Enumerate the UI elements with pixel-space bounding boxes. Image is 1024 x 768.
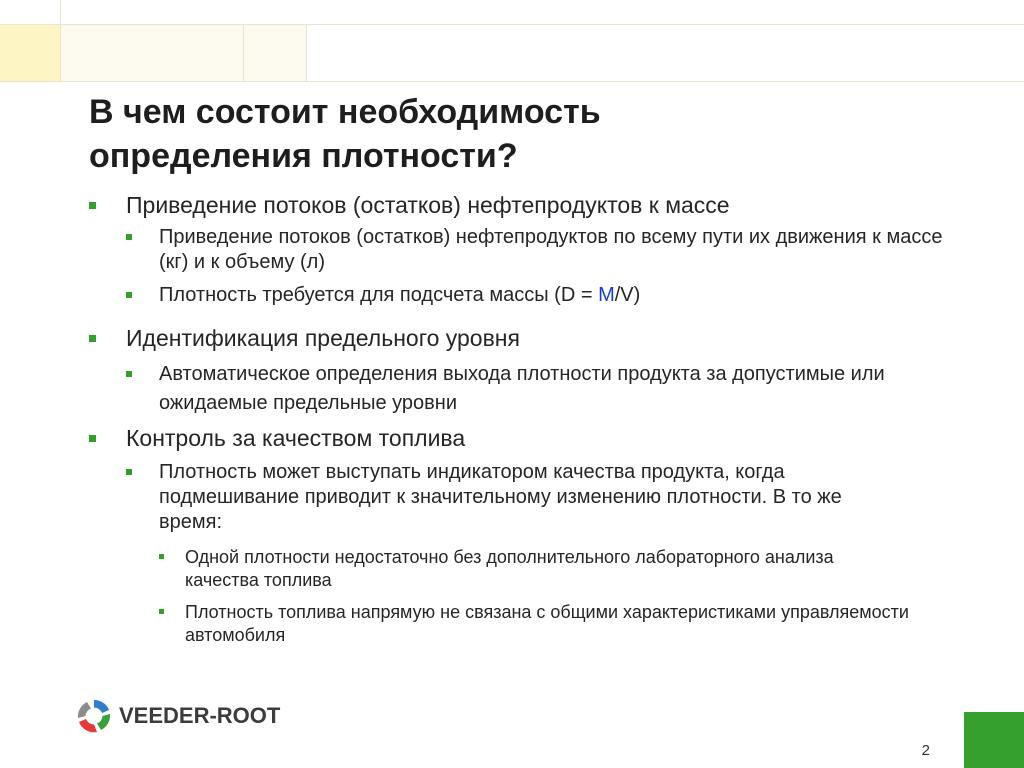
sub-bullet-list: [126, 360, 969, 418]
bullet-square-icon: [126, 234, 132, 240]
header-line-top: [0, 24, 1024, 25]
sub-bullet-item: [126, 460, 969, 647]
sub-sub-bullet-text: Одной плотности недостаточно без дополнительного лабораторного анализа качества топлива: [185, 547, 834, 590]
header-beige-block: [60, 25, 306, 81]
sub-sub-bullet-list: [159, 546, 909, 647]
sub-bullet-text-before: Плотность требуется для подсчета массы (D =: [159, 284, 599, 306]
sub-bullet-item: [126, 283, 969, 308]
bullet-square-icon: [89, 335, 96, 342]
header-line-bottom: [0, 81, 1024, 82]
bullet-square-icon: [89, 202, 96, 209]
page-number: 2: [921, 742, 930, 759]
bullet-square-icon: [126, 469, 132, 475]
slide-title-line-1: В чем состоит необходимость: [89, 93, 601, 131]
header-vline-2: [243, 25, 244, 82]
sub-sub-bullet-text: Плотность топлива напрямую не связана с общими характеристиками управляемости автомобиля: [185, 602, 909, 645]
sub-sub-bullet-item: [159, 546, 909, 592]
bullet-square-icon: [126, 371, 132, 377]
mass-symbol: M: [598, 284, 615, 306]
header-vline-1: [60, 0, 61, 82]
veeder-root-logo-text: VEEDER-ROOT: [119, 703, 281, 728]
sub-bullet-list: [126, 225, 969, 308]
bullet-text: Приведение потоков (остатков) нефтепродуктов к массе: [126, 192, 730, 218]
bullet-list: [89, 191, 969, 647]
veeder-root-logo: [75, 696, 280, 736]
bullet-square-icon: [159, 609, 164, 614]
header-yellow-block: [0, 25, 60, 81]
sub-bullet-text: Приведение потоков (остатков) нефтепродуктов по всему пути их движения к массе (кг) и к объему (л): [159, 226, 943, 273]
bullet-item: [89, 191, 969, 308]
sub-bullet-text-after: /V): [614, 284, 641, 306]
veeder-root-logo-icon: [75, 697, 113, 735]
bullet-square-icon: [89, 435, 96, 442]
bullet-item: [89, 424, 969, 647]
sub-bullet-item: [126, 225, 969, 275]
header-vline-3: [306, 25, 307, 82]
sub-bullet-item: [126, 360, 969, 418]
bullet-item: [89, 324, 969, 418]
sub-bullet-text: Автоматическое определения выхода плотности продукта за допустимые или ожидаемые предельные уровни: [159, 363, 885, 414]
sub-sub-bullet-item: [159, 601, 909, 647]
bullet-text: Контроль за качеством топлива: [126, 425, 466, 451]
bullet-square-icon: [159, 554, 164, 559]
sub-bullet-text: Плотность может выступать индикатором качества продукта, когда подмешивание приводит к значительному изменению плотности. В то же время:: [159, 461, 842, 533]
slide-title-line-2: определения плотности?: [89, 137, 518, 175]
slide-title: [89, 90, 969, 178]
corner-green-block: [964, 712, 1024, 768]
bullet-square-icon: [126, 292, 132, 298]
bullet-text: Идентификация предельного уровня: [126, 325, 520, 351]
sub-bullet-list: [126, 460, 969, 647]
